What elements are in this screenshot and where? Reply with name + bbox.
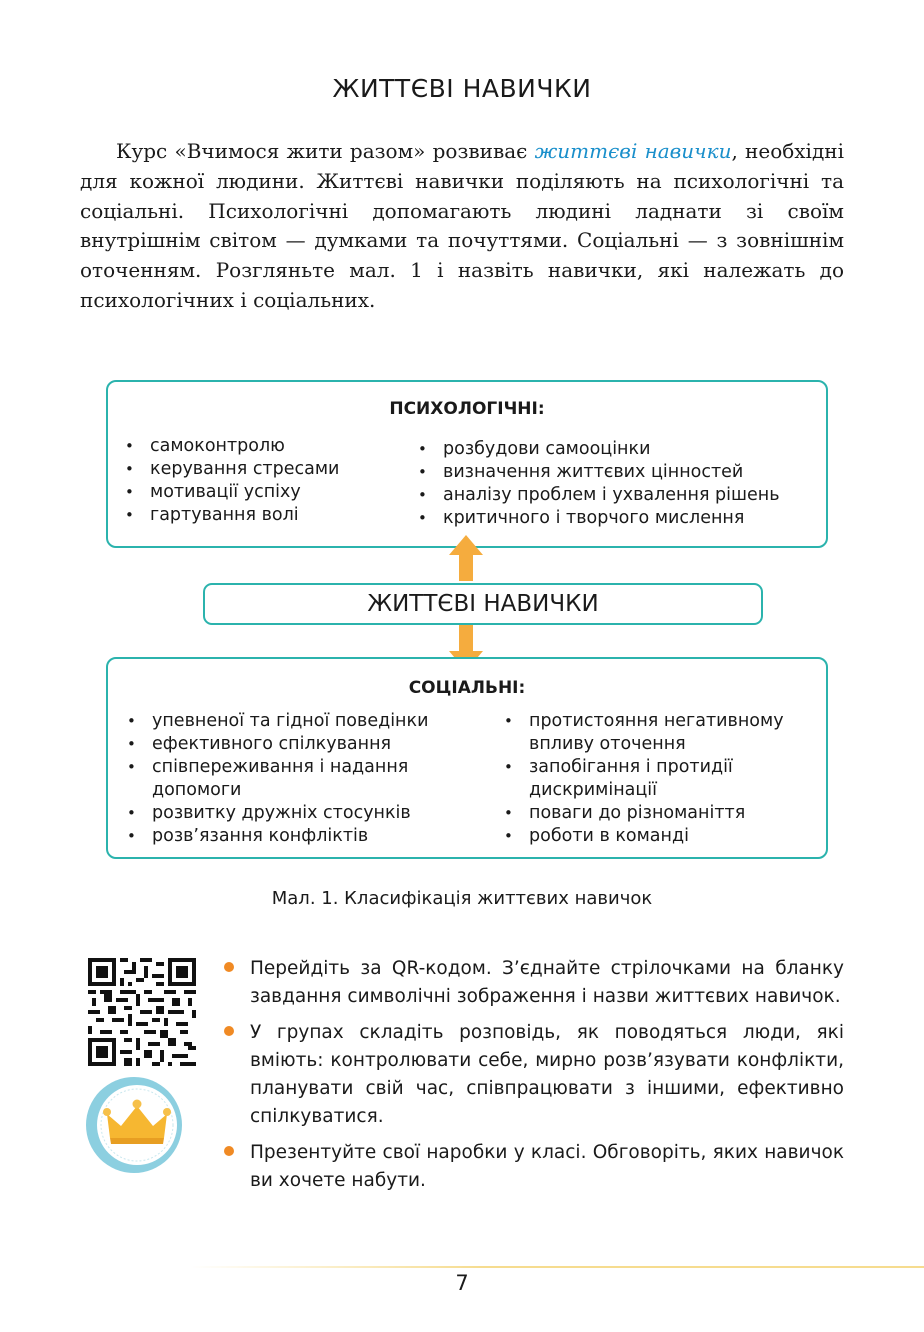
social-list-left <box>124 710 484 848</box>
task-item <box>222 955 844 1011</box>
social-title: СОЦІАЛЬНІ: <box>408 678 526 698</box>
psychological-list-left <box>122 435 422 527</box>
crown-icon <box>85 1076 183 1174</box>
list-item: • ефективного спілкування <box>124 733 484 756</box>
figure-caption: Мал. 1. Класифікація життєвих навичок <box>271 888 653 909</box>
life-skills-center-box: ЖИТТЄВІ НАВИЧКИ <box>203 583 763 625</box>
list-item: • аналізу проблем і ухвалення рішень <box>415 484 825 507</box>
list-item: • визначення життєвих цінностей <box>415 461 825 484</box>
intro-text-start: Курс «Вчимося жити разом» розвиває <box>116 139 535 163</box>
bullet-icon <box>224 962 234 972</box>
list-item: • розвитку дружніх стосунків <box>124 802 484 825</box>
psychological-title: ПСИХОЛОГІЧНІ: <box>389 399 545 419</box>
task-text: У групах складіть розповідь, як поводяться люди, які вміють: контролювати себе, мирно розв’язувати конфлікти, планувати свій час, співпрацювати з іншими, ефективно спілкуватися. <box>250 1022 844 1127</box>
list-item: • поваги до різноманіття <box>501 802 821 825</box>
task-text: Перейдіть за QR-кодом. З’єднайте стрілочками на бланку завдання символічні зображення і назви життєвих навичок. <box>250 958 844 1007</box>
social-skills-box <box>106 657 828 859</box>
social-list-right <box>501 710 821 848</box>
qr-code-icon[interactable] <box>88 958 196 1066</box>
footer-divider <box>190 1266 924 1268</box>
list-item: • роботи в команді <box>501 825 821 848</box>
list-item: • самоконтролю <box>122 435 422 458</box>
list-item: • розбудови самооцінки <box>415 438 825 461</box>
list-item: • співпереживання і надання допомоги <box>124 756 484 802</box>
psychological-list-right <box>415 438 825 530</box>
intro-paragraph <box>80 137 844 316</box>
list-item: • керування стресами <box>122 458 422 481</box>
arrow-up-icon <box>449 535 483 581</box>
psychological-skills-box <box>106 380 828 548</box>
bullet-icon <box>224 1026 234 1036</box>
page-title: ЖИТТЄВІ НАВИЧКИ <box>332 74 592 103</box>
task-text: Презентуйте свої наробки у класі. Обговоріть, яких навичок ви хочете набути. <box>250 1142 844 1191</box>
list-item: • упевненої та гідної поведінки <box>124 710 484 733</box>
intro-text-end: , необхідні для кожної людини. Життєві навички поділяють на психологічні та соціальні. Психологічні допомагають людині ладнати зі своїм внутрішнім світом — думками та почуттями. Соціальні — з зовнішнім оточенням. Розгляньте мал. 1 і назвіть навички, які належать до психологічних і соціальних. <box>80 139 844 312</box>
page-number: 7 <box>455 1271 469 1295</box>
task-item <box>222 1139 844 1195</box>
list-item: • протистояння негативному впливу оточення <box>501 710 821 756</box>
list-item: • розв’язання конфліктів <box>124 825 484 848</box>
intro-highlight: життєві навички <box>534 139 732 163</box>
task-item <box>222 1019 844 1131</box>
list-item: • мотивації успіху <box>122 481 422 504</box>
bullet-icon <box>224 1146 234 1156</box>
list-item: • гартування волі <box>122 504 422 527</box>
list-item: • запобігання і протидії дискримінації <box>501 756 821 802</box>
task-list <box>222 955 844 1203</box>
list-item: • критичного і творчого мислення <box>415 507 825 530</box>
